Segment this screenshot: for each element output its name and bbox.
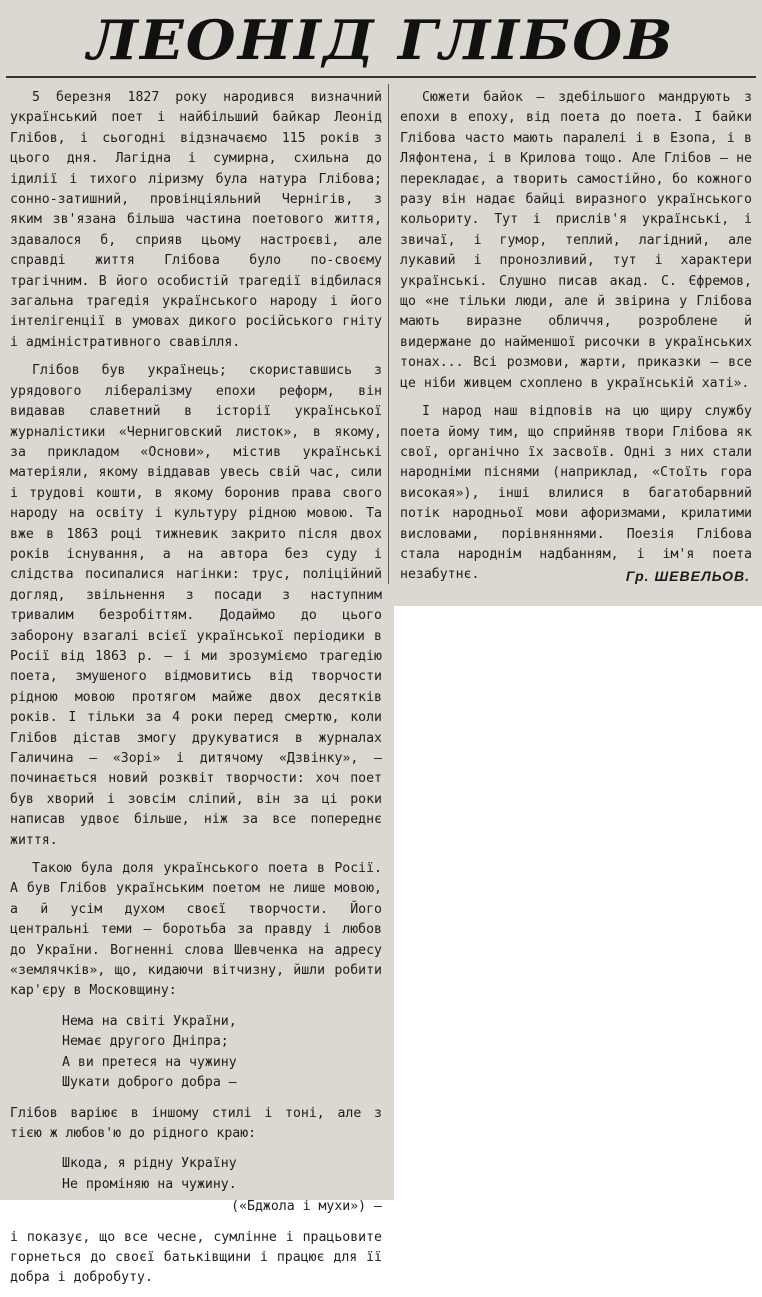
poem-line: Немає другого Дніпра; — [62, 1034, 229, 1050]
poem-line: Не проміняю на чужину. — [62, 1176, 237, 1192]
poem-line: Шукати доброго добра — — [62, 1075, 237, 1091]
left-column — [10, 88, 382, 1297]
paragraph: і показує, що все чесне, сумлінне і працьовите горнеться до своєї батьківщини і працює для її добра і добробуту. — [10, 1229, 382, 1286]
right-column — [400, 88, 752, 594]
poem-quote-shevchenko — [62, 1012, 382, 1094]
article-title: ЛЕОНІД ГЛІБОВ — [87, 8, 675, 72]
poem-line: Шкода, я рідну Україну — [62, 1156, 237, 1172]
paragraph: Такою була доля українського поета в Росії. А був Глібов українським поетом не лише мовою, а й усім духом своєї творчости. Його центральні теми — боротьба за правду і любов до України. Вогненні слова Шевченка на адресу «землячків», що, кидаючи вітчизну, йшли робити кар'єру в Московщину: — [10, 861, 382, 999]
poem-line: А ви претеся на чужину — [62, 1054, 237, 1070]
title-rule — [6, 76, 756, 78]
poem-line: Нема на світі України, — [62, 1013, 237, 1029]
poem-source: («Бджола і мухи») — — [231, 1199, 382, 1215]
column-divider — [388, 84, 389, 584]
author-signature: Гр. ШЕВЕЛЬОВ. — [625, 568, 750, 584]
paragraph: Глібов варіює в іншому стилі і тоні, але з тією ж любов'ю до рідного краю: — [10, 1105, 382, 1141]
paragraph: Сюжети байок — здебільшого мандрують з епохи в епоху, від поета до поета. І байки Глібова часто мають паралелі і в Езопа, і в Ляфонтена, і в Крилова тощо. Але Глібов — не перекладає, а творить самостійно, бо кожного разу він надає байці виразного українського кольориту. Тут і прислів'я українські, і звичаї, і гумор, теплий, лагідний, але лукавий і пронозливий, тут і характери українські. Слушно писав акад. С. Єфремов, що «не тільки люди, але й звірина у Глібова мають виразне обличчя, розроблене й видержане до найменшої рисочки в українських тонах... Всі розмови, жарти, приказки — все це ніби живцем схоплено в українській хаті». — [400, 90, 752, 391]
paragraph: І народ наш відповів на цю щиру службу поета йому тим, що сприйняв твори Глібова як свої, органічно їх засвоїв. Одні з них стали народніми піснями (наприклад, «Стоїть гора високая»), інші влилися в багатобарвний потік народньої мови афоризмами, крилатими висловами, порівняннями. Поезія Глібова стала народнім надбанням, і ім'я поета незабутнє. — [400, 404, 752, 583]
paragraph: Глібов був українець; скориставшись з урядового лібералізму епохи реформ, він видавав славетний в історії української журналістики «Черниговский листок», в якому, за прикладом «Основи», містив українські матеріяли, якому віддавав увесь свій час, сили і трудові кошти, в якому боронив права свого народу на освіту і культуру рідною мовою. Та вже в 1863 році тижневик закрито після двох років існування, а на автора без суду і слідства посипалися нагінки: трус, поліційний догляд, звільнення з посади з наступним тривалим безробіттям. Додаймо до цього заборону взагалі всієї української періодики в Росії від 1863 р. — і ми зрозуміємо трагедію поета, змушеного відмовитись від творчости рідною мовою протягом майже двох десятків років. І тільки за 4 роки перед смертю, коли Глібов дістав змогу друкуватися в журналах Галичина — «Зорі» і дитячому «Дзвінку», — починається новий розквіт творчости: хоч поет був хворий і зовсім сліпий, він за ці роки написав удвоє більше, ніж за все попереднє життя. — [10, 363, 382, 848]
poem-quote-glibov — [62, 1154, 382, 1217]
paragraph: 5 березня 1827 року народився визначний український поет і найбільший байкар Леонід Глібов, і сьогодні відзначаємо 115 років з цього дня. Лагідна і сумирна, схильна до ідилії і тихого ліризму була натура Глібова; сонно-затишний, провінціяльний Чернігів, з яким зв'язана більша частина поетового життя, здавалося б, сприяв цьому настроєві, але справді життя Глібова було по-своєму трагічним. В його особистій трагедії відбилася загальна трагедія українського народу і його інтелігенції в умовах дикого російського гніту і адміністративного свавілля. — [10, 90, 382, 350]
